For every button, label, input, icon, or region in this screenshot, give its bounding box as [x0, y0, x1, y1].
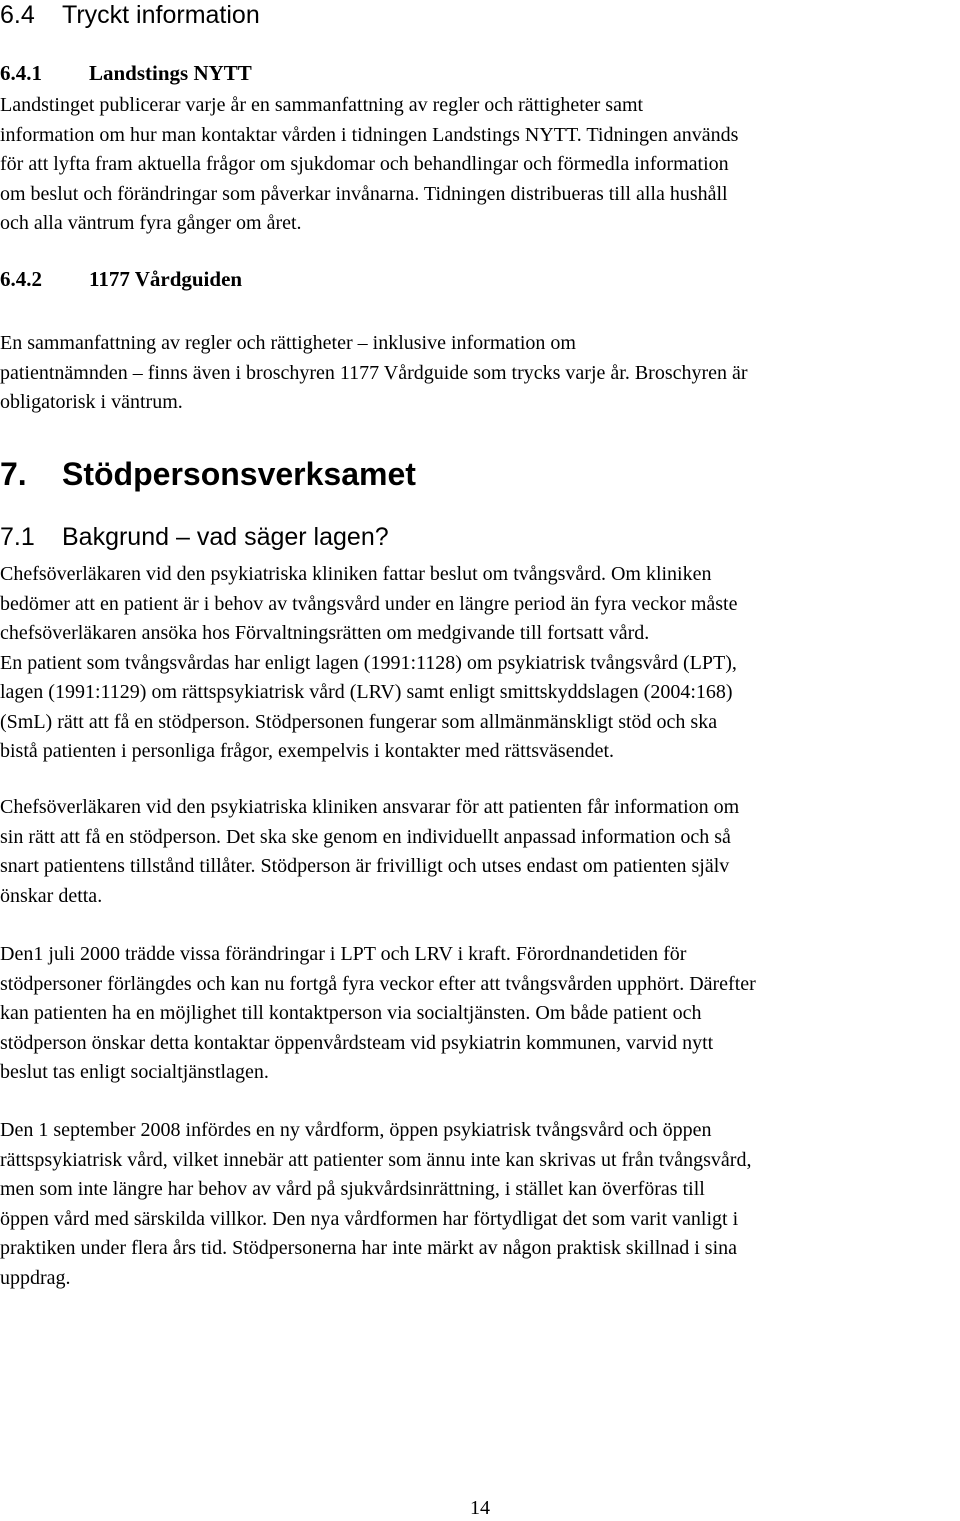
text-line: om beslut och förändringar som påverkar invånarna. Tidningen distribueras till alla hushåll: [0, 182, 728, 205]
text-line: lagen (1991:1129) om rättspsykiatrisk vård (LRV) samt enligt smittskyddslagen (2004:168): [0, 681, 733, 703]
text-line: information om hur man kontaktar vården i tidningen Landstings NYTT. Tidningen används: [0, 123, 739, 146]
section-number: 6.4.1: [0, 61, 42, 85]
text-line: (SmL) rätt att få en stödperson. Stödpersonen fungerar som allmänmänskligt stöd och ska: [0, 710, 718, 733]
text-line: snart patientens tillstånd tillåter. Stödperson är frivilligt och utses endast om patienten själv: [0, 855, 730, 877]
section-number: 6.4.2: [0, 267, 42, 291]
text-line: bedömer att en patient är i behov av tvångsvård under en längre period än fyra veckor måste: [0, 592, 738, 615]
section-title: 1177 Vårdguiden: [89, 267, 243, 291]
section-heading-6-4-2: [0, 265, 242, 293]
text-line: Landstinget publicerar varje år en sammanfattning av regler och rättigheter samt: [0, 94, 644, 116]
text-line: bistå patienten i personliga frågor, exempelvis i kontakter med rättsväsendet.: [0, 740, 615, 762]
paragraph-bakgrund-3: [0, 940, 960, 1088]
text-line: för att lyfta fram aktuella frågor om sjukdomar och behandlingar och förmedla information: [0, 153, 729, 175]
text-line: praktiken under flera års tid. Stödpersonerna har inte märkt av någon praktisk skillnad i sina: [0, 1237, 738, 1259]
text-line: stödperson önskar detta kontaktar öppenvårdsteam vid psykiatrin kommunen, varvid nytt: [0, 1031, 714, 1054]
section-title: Landstings NYTT: [89, 61, 252, 85]
section-number: 7.1: [0, 523, 35, 551]
text-line: uppdrag.: [0, 1266, 71, 1289]
text-line: beslut tas enligt socialtjänstlagen.: [0, 1061, 269, 1083]
text-line: stödpersoner förlängdes och kan nu fortgå fyra veckor efter att tvångsvården upphört. Därefter: [0, 972, 756, 995]
section-title: Bakgrund – vad säger lagen?: [62, 523, 389, 551]
section-heading-6-4: [0, 0, 260, 30]
text-line: Chefsöverläkaren vid den psykiatriska kliniken ansvarar för att patienten får information om: [0, 796, 740, 818]
section-heading-7-1: [0, 522, 389, 552]
text-line: patientnämnden – finns även i broschyren 1177 Vårdguide som trycks varje år. Broschyren är: [0, 361, 748, 384]
section-number: 6.4: [0, 1, 35, 29]
text-line: obligatorisk i väntrum.: [0, 391, 183, 413]
text-line: rättspsykiatrisk vård, vilket innebär att patienter som ännu inte kan skrivas ut från tvångsvård,: [0, 1148, 752, 1171]
text-line: önskar detta.: [0, 884, 103, 907]
paragraph-vardguiden: [0, 329, 960, 418]
text-line: Den 1 september 2008 infördes en ny vårdform, öppen psykiatrisk tvångsvård och öppen: [0, 1119, 712, 1141]
text-line: sin rätt att få en stödperson. Det ska ske genom en individuellt anpassad information och så: [0, 825, 731, 848]
text-line: kan patienten ha en möjlighet till kontaktperson via socialtjänsten. Om både patient och: [0, 1002, 702, 1024]
chapter-number: 7.: [0, 456, 27, 492]
paragraph-bakgrund-4: [0, 1116, 960, 1293]
section-title: Tryckt information: [62, 1, 260, 29]
chapter-title: Stödpersonsverksamet: [62, 456, 416, 492]
text-line: En patient som tvångsvårdas har enligt lagen (1991:1128) om psykiatrisk tvångsvård (LPT),: [0, 651, 737, 674]
paragraph-bakgrund-2: [0, 793, 960, 911]
text-line: Den1 juli 2000 trädde vissa förändringar i LPT och LRV i kraft. Förordnandetiden för: [0, 943, 687, 965]
text-line: och alla väntrum fyra gånger om året.: [0, 212, 302, 234]
section-heading-6-4-1: [0, 59, 252, 87]
text-line: Chefsöverläkaren vid den psykiatriska kliniken fattar beslut om tvångsvård. Om kliniken: [0, 563, 712, 585]
chapter-heading-7: [0, 455, 416, 493]
paragraph-landstings-nytt: [0, 91, 960, 239]
text-line: chefsöverläkaren ansöka hos Förvaltningsrätten om medgivande till fortsatt vård.: [0, 622, 650, 644]
page-number: 14: [470, 1497, 490, 1519]
text-line: En sammanfattning av regler och rättigheter – inklusive information om: [0, 332, 576, 354]
text-line: men som inte längre har behov av vård på sjukvårdsinrättning, i stället kan överföras till: [0, 1178, 705, 1200]
text-line: öppen vård med särskilda villkor. Den nya vårdformen har förtydligat det som varit vanligt i: [0, 1207, 739, 1230]
paragraph-bakgrund-1: [0, 560, 960, 767]
